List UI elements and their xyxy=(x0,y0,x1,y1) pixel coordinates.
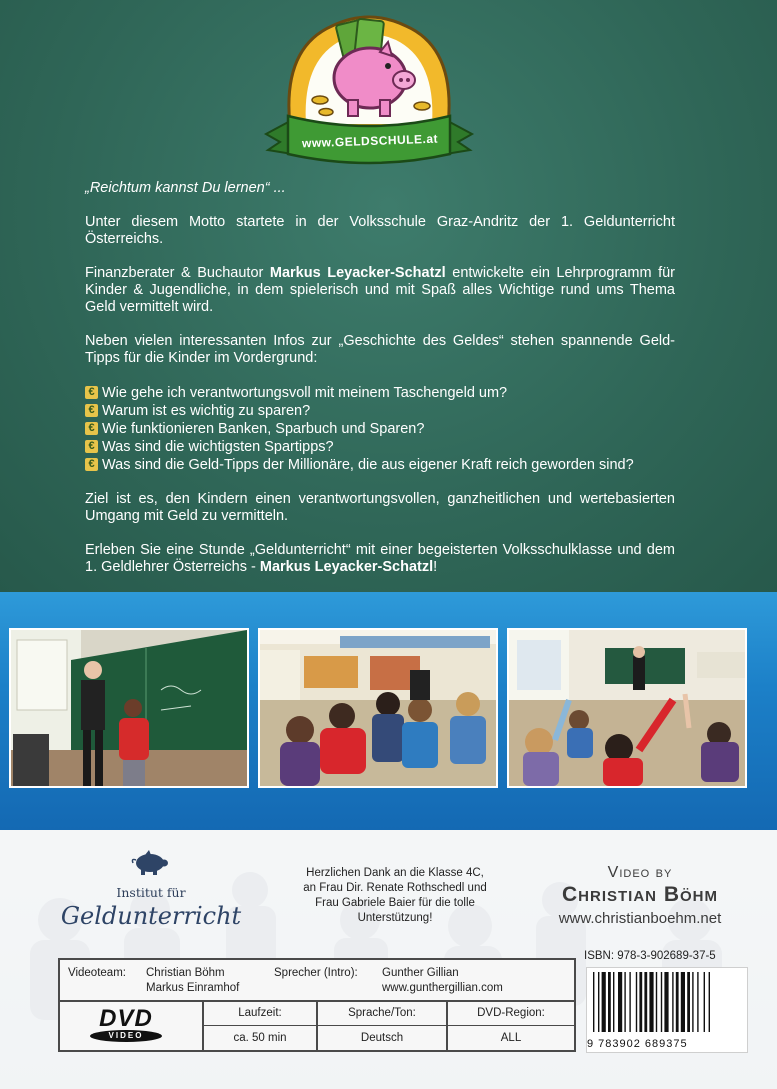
list-item xyxy=(85,438,675,456)
spec-header: Laufzeit: xyxy=(204,1002,316,1026)
text-span: Erleben Sie eine Stunde „Geldunterricht“ mit einer begeisterten Volksschulklasse und dem 1. Geldlehrer Österreichs - xyxy=(85,542,675,575)
barcode-icon xyxy=(587,968,747,1038)
list-item xyxy=(85,456,675,474)
spec-header: DVD-Region: xyxy=(448,1002,574,1026)
euro-coin-icon: € xyxy=(85,404,98,417)
spec-value: Deutsch xyxy=(360,1032,404,1044)
dvd-logo-text: DVD xyxy=(99,1005,153,1032)
institute-line-1: Institut für xyxy=(116,885,186,900)
tip-text: Warum ist es wichtig zu sparen? xyxy=(102,403,311,419)
credits-table xyxy=(58,958,576,1052)
videoteam-member: Markus Einramhof xyxy=(146,982,240,994)
thanks-line: an Frau Dir. Renate Rothschedl und xyxy=(303,882,487,894)
euro-coin-icon: € xyxy=(85,440,98,453)
videoteam-label: Videoteam: xyxy=(68,967,126,979)
description-text xyxy=(85,180,675,593)
teacher-at-blackboard-photo-icon xyxy=(11,630,247,786)
tips-list xyxy=(85,384,675,474)
video-by-url[interactable]: www.christianboehm.net xyxy=(558,910,722,927)
logo-text: www.GELDSCHULE.at xyxy=(301,131,439,151)
classroom-photo-1[interactable] xyxy=(9,628,249,788)
list-item xyxy=(85,402,675,420)
video-by-name: Christian Böhm xyxy=(562,883,718,906)
intro-paragraph-1: Unter diesem Motto startete in der Volksschule Graz-Andritz der 1. Geldunterricht Österreichs. xyxy=(85,214,675,247)
isbn-text: ISBN: 978-3-902689-37-5 xyxy=(584,950,716,962)
dvd-logo-subtext: VIDEO xyxy=(108,1031,144,1040)
sprecher-name: Gunther Gillian xyxy=(382,967,459,979)
barcode xyxy=(586,967,748,1053)
barcode-digits: 9 783902 689375 xyxy=(587,1038,688,1050)
classroom-photo-2[interactable] xyxy=(258,628,498,788)
dvd-video-logo xyxy=(60,1002,204,1050)
author-name: Markus Leyacker-Schatzl xyxy=(269,265,446,281)
spec-value: ALL xyxy=(500,1032,522,1044)
credits-specs xyxy=(60,1002,574,1050)
children-in-circle-photo-icon xyxy=(260,630,496,786)
spec-header: Sprache/Ton: xyxy=(318,1002,446,1026)
motto-text: „Reichtum kannst Du lernen“ ... xyxy=(85,180,286,196)
author-name: Markus Leyacker-Schatzl xyxy=(259,559,434,575)
thanks-line: Herzlichen Dank an die Klasse 4C, xyxy=(306,867,484,879)
tip-text: Was sind die Geld-Tipps der Millionäre, die aus eigener Kraft reich geworden sind? xyxy=(102,457,634,473)
text-span: entwickelte ein Lehrprogramm für Kinder & Jugendliche, in dem spielerisch und mit Spaß alles Wichtige rund ums Thema Geld vermittelt wird. xyxy=(85,265,675,315)
piggy-bank-icon xyxy=(131,850,171,876)
thanks-line: Frau Gabriele Baier für die tolle xyxy=(315,897,475,909)
euro-coin-icon: € xyxy=(85,422,98,435)
credits-area xyxy=(0,830,777,1089)
videoteam-member: Christian Böhm xyxy=(146,967,225,979)
euro-coin-icon: € xyxy=(85,386,98,399)
list-item xyxy=(85,420,675,438)
children-raising-hands-photo-icon xyxy=(509,630,747,786)
thanks-text xyxy=(290,866,500,926)
sprecher-label: Sprecher (Intro): xyxy=(274,967,358,979)
intro-paragraph-4: Ziel ist es, den Kindern einen verantwortungsvollen, ganzheitlichen und wertebasierten Umgang mit Geld zu vermitteln. xyxy=(85,491,675,524)
photo-band xyxy=(0,592,777,830)
credits-row-team xyxy=(60,960,574,1002)
intro-paragraph-2 xyxy=(85,265,675,316)
spec-column-language xyxy=(318,1002,448,1050)
institute-logo[interactable] xyxy=(56,850,246,930)
spec-column-runtime xyxy=(204,1002,318,1050)
classroom-photo-3[interactable] xyxy=(507,628,747,788)
tip-text: Was sind die wichtigsten Spartipps? xyxy=(102,439,334,455)
text-span: ! xyxy=(433,559,438,575)
institute-line-2: Geldunterricht xyxy=(60,902,242,930)
euro-coin-icon: € xyxy=(85,458,98,471)
intro-paragraph-5 xyxy=(85,542,675,576)
thanks-line: Unterstützung! xyxy=(357,912,433,924)
geldschule-logo[interactable] xyxy=(262,8,476,170)
sprecher-url[interactable]: www.gunthergillian.com xyxy=(382,982,503,994)
spec-column-region xyxy=(448,1002,574,1050)
tip-text: Wie funktionieren Banken, Sparbuch und Sparen? xyxy=(102,421,425,437)
video-by-block xyxy=(540,864,740,927)
tip-text: Wie gehe ich verantwortungsvoll mit meinem Taschengeld um? xyxy=(102,385,508,401)
spec-value: ca. 50 min xyxy=(233,1032,287,1044)
intro-paragraph-3: Neben vielen interessanten Infos zur „Geschichte des Geldes“ stehen spannende Geld-Tipps für die Kinder im Vordergrund: xyxy=(85,333,675,366)
video-by-label: Video by xyxy=(607,864,673,881)
text-span: Finanzberater & Buchautor xyxy=(85,265,270,281)
list-item xyxy=(85,384,675,402)
